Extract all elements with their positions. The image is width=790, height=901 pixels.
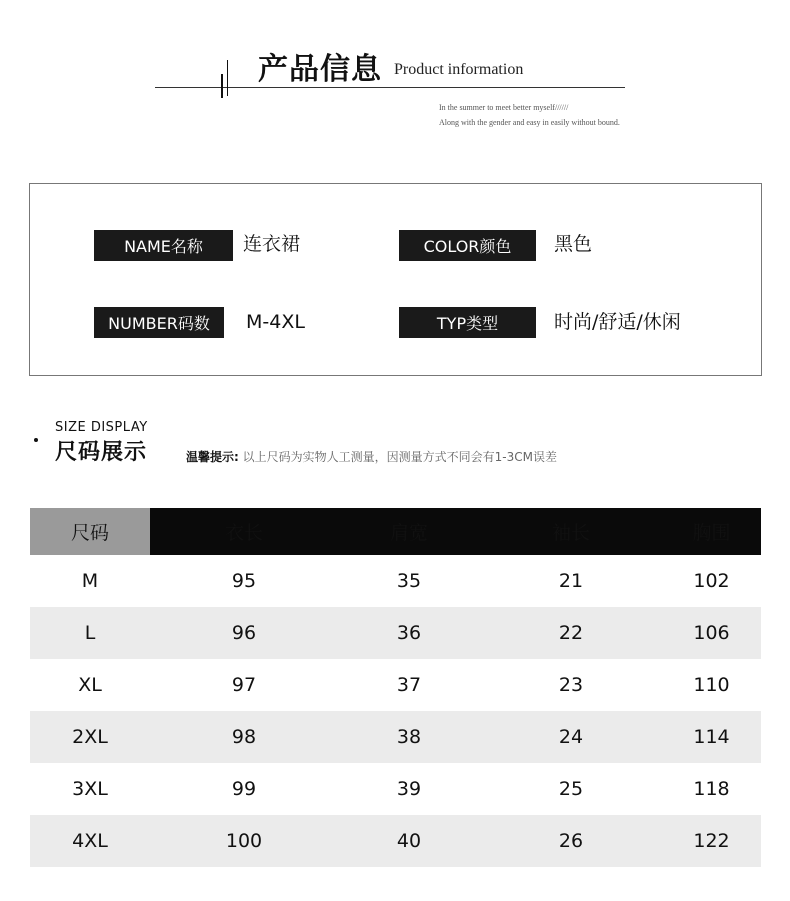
cell-bust: 102 xyxy=(693,570,730,592)
header-note-2: Along with the gender and easy in easily without bound. xyxy=(439,118,620,127)
cell-size: M xyxy=(81,570,99,592)
color-label: COLOR颜色 xyxy=(399,230,536,261)
cell-shoulder: 40 xyxy=(396,830,422,852)
header-mark-thin xyxy=(227,60,228,96)
header-rule xyxy=(155,87,625,88)
cell-sleeve: 23 xyxy=(558,674,584,696)
page-title: 产品信息 xyxy=(258,52,382,87)
cell-shoulder: 39 xyxy=(396,778,422,800)
number-value: M-4XL xyxy=(246,311,305,333)
header-mark-thick xyxy=(221,74,223,98)
header-sleeve: 袖长 xyxy=(551,522,590,544)
cell-shoulder: 35 xyxy=(396,570,422,592)
cell-size: 2XL xyxy=(72,726,108,748)
header-shoulder: 肩宽 xyxy=(389,522,428,544)
size-tip-text: 以上尺码为实物人工测量，因测量方式不同会有1-3CM误差 xyxy=(242,450,557,464)
header-length: 衣长 xyxy=(224,522,263,544)
name-label: NAME名称 xyxy=(94,230,233,261)
color-value: 黑色 xyxy=(554,233,593,255)
header-size: 尺码 xyxy=(30,508,150,555)
type-value: 时尚/舒适/休闲 xyxy=(554,311,681,333)
table-row xyxy=(30,815,761,867)
table-row xyxy=(30,711,761,763)
cell-sleeve: 25 xyxy=(558,778,584,800)
cell-bust: 106 xyxy=(693,622,730,644)
cell-bust: 114 xyxy=(693,726,730,748)
cell-bust: 110 xyxy=(693,674,730,696)
product-info-box xyxy=(29,183,762,376)
cell-size: 4XL xyxy=(72,830,108,852)
bullet-dot xyxy=(34,438,38,442)
cell-length: 98 xyxy=(231,726,257,748)
cell-length: 95 xyxy=(231,570,257,592)
table-row xyxy=(30,607,761,659)
cell-sleeve: 24 xyxy=(558,726,584,748)
cell-sleeve: 26 xyxy=(558,830,584,852)
size-title-en: SIZE DISPLAY xyxy=(55,420,148,435)
type-label: TYP类型 xyxy=(399,307,536,338)
cell-shoulder: 36 xyxy=(396,622,422,644)
cell-shoulder: 37 xyxy=(396,674,422,696)
cell-size: XL xyxy=(78,674,102,696)
cell-size: L xyxy=(84,622,96,644)
table-row xyxy=(30,659,761,711)
table-header-row xyxy=(30,508,761,555)
size-tip-label: 温馨提示: xyxy=(186,450,239,464)
cell-bust: 122 xyxy=(693,830,730,852)
name-value: 连衣裙 xyxy=(243,233,301,255)
header-bust: 胸围 xyxy=(692,522,731,544)
cell-length: 96 xyxy=(231,622,257,644)
cell-length: 99 xyxy=(231,778,257,800)
table-row xyxy=(30,763,761,815)
size-tip xyxy=(186,448,557,465)
number-label: NUMBER码数 xyxy=(94,307,224,338)
cell-bust: 118 xyxy=(693,778,730,800)
table-row xyxy=(30,555,761,607)
cell-shoulder: 38 xyxy=(396,726,422,748)
cell-length: 100 xyxy=(225,830,263,852)
size-title-zh: 尺码展示 xyxy=(55,440,148,465)
cell-sleeve: 22 xyxy=(558,622,584,644)
page-subtitle: Product information xyxy=(394,61,524,78)
size-table xyxy=(30,508,761,867)
cell-size: 3XL xyxy=(72,778,108,800)
cell-length: 97 xyxy=(231,674,257,696)
header-note-1: In the summer to meet better myself////// xyxy=(439,103,569,112)
cell-sleeve: 21 xyxy=(558,570,584,592)
